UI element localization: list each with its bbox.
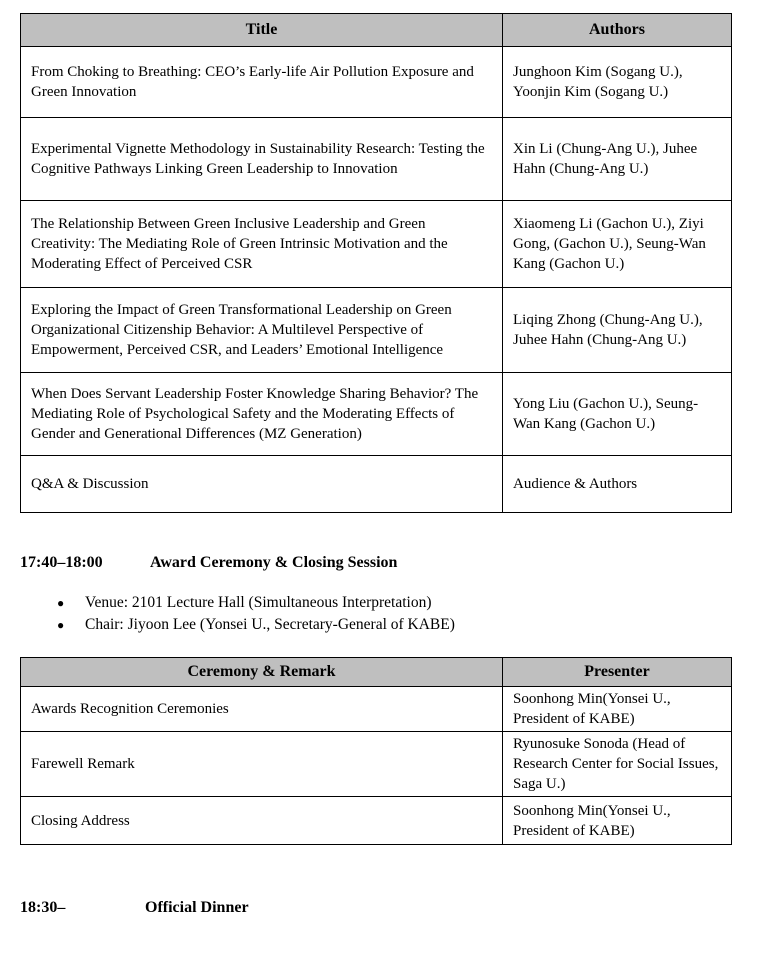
table-row [21,687,732,732]
bullet-icon: ● [57,618,65,632]
table-header-row [21,14,732,47]
table-row [21,373,732,456]
session-time: 17:40–18:00 [20,554,103,571]
award-session-heading [20,554,780,572]
column-header-ceremony: Ceremony & Remark [21,658,503,687]
paper-session-table [20,13,732,513]
list-item-chair [20,614,780,636]
dinner-time: 18:30– [20,899,66,916]
table-row [21,797,732,845]
paper-authors: Xiaomeng Li (Gachon U.), Ziyi Gong, (Gachon U.), Seung-Wan Kang (Gachon U.) [503,201,732,288]
paper-authors: Xin Li (Chung-Ang U.), Juhee Hahn (Chung-Ang U.) [503,118,732,201]
list-item-venue [20,592,780,614]
paper-title: The Relationship Between Green Inclusive Leadership and Green Creativity: The Mediating Role of Green Intrinsic Motivation and the Moderating Effect of Perceived CSR [21,201,503,288]
paper-authors: Junghoon Kim (Sogang U.), Yoonjin Kim (Sogang U.) [503,47,732,118]
paper-authors: Liqing Zhong (Chung-Ang U.), Juhee Hahn (Chung-Ang U.) [503,288,732,373]
table-row [21,47,732,118]
qa-discussion-authors: Audience & Authors [503,456,732,513]
paper-title: When Does Servant Leadership Foster Knowledge Sharing Behavior? The Mediating Role of Psychological Safety and the Moderating Effects of Gender and Generational Differences (MZ Generation) [21,373,503,456]
venue-text: Venue: 2101 Lecture Hall (Simultaneous Interpretation) [85,594,432,611]
session-title: Award Ceremony & Closing Session [150,554,398,571]
ceremony-item: Awards Recognition Ceremonies [21,687,503,732]
table-row [21,288,732,373]
chair-text: Chair: Jiyoon Lee (Yonsei U., Secretary-General of KABE) [85,616,455,633]
table-row [21,456,732,513]
dinner-heading [20,899,780,917]
table-row [21,732,732,797]
column-header-title: Title [21,14,503,47]
column-header-presenter: Presenter [503,658,732,687]
paper-title: Exploring the Impact of Green Transformational Leadership on Green Organizational Citizenship Behavior: A Multilevel Perspective of Empowerment, Perceived CSR, and Leaders’ Emotional Intelligence [21,288,503,373]
ceremony-presenter: Soonhong Min(Yonsei U., President of KABE) [503,687,732,732]
paper-title: From Choking to Breathing: CEO’s Early-life Air Pollution Exposure and Green Innovation [21,47,503,118]
paper-authors: Yong Liu (Gachon U.), Seung-Wan Kang (Gachon U.) [503,373,732,456]
session-detail-list [20,592,780,636]
table-row [21,201,732,288]
bullet-icon: ● [57,596,65,610]
ceremony-table [20,657,732,845]
paper-title: Experimental Vignette Methodology in Sustainability Research: Testing the Cognitive Pathways Linking Green Leadership to Innovation [21,118,503,201]
table-row [21,118,732,201]
ceremony-presenter: Soonhong Min(Yonsei U., President of KABE) [503,797,732,845]
ceremony-item: Closing Address [21,797,503,845]
qa-discussion-label: Q&A & Discussion [21,456,503,513]
table-header-row [21,658,732,687]
ceremony-item: Farewell Remark [21,732,503,797]
column-header-authors: Authors [503,14,732,47]
ceremony-presenter: Ryunosuke Sonoda (Head of Research Center for Social Issues, Saga U.) [503,732,732,797]
dinner-title: Official Dinner [145,899,249,916]
